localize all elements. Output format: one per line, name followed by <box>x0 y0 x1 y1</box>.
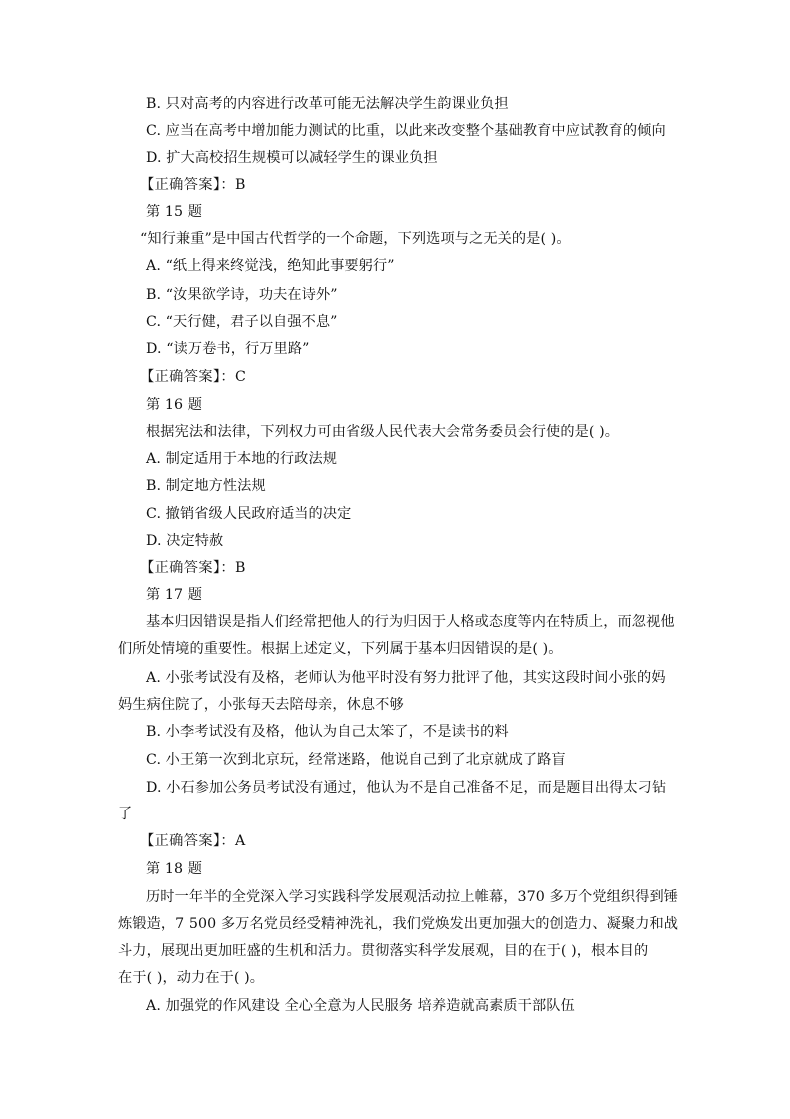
q18-title: 第 18 题 <box>146 861 203 877</box>
q17-option-d-line-1: D. 小石参加公务员考试没有通过，他认为不是自己准备不足，而是题目出得太刁钻 <box>146 780 667 796</box>
q16-option-c: C. 撤销省级人民政府适当的决定 <box>146 506 352 522</box>
q14-answer: 【正确答案】：B <box>140 177 246 193</box>
q14-option-d: D. 扩大高校招生规模可以减轻学生的课业负担 <box>146 150 438 166</box>
q15-stem: “知行兼重”是中国古代哲学的一个命题，下列选项与之无关的是( )。 <box>140 231 571 247</box>
q17-option-c: C. 小王第一次到北京玩，经常迷路，他说自己到了北京就成了路盲 <box>146 752 566 768</box>
q15-answer: 【正确答案】：C <box>140 369 247 385</box>
q16-title: 第 16 题 <box>146 397 203 413</box>
q18-stem-line-4: 在于( )，动力在于( )。 <box>118 970 265 986</box>
q17-option-d-line-2: 了 <box>118 806 133 822</box>
q17-stem-line-2: 们所处情境的重要性。根据上述定义，下列属于基本归因错误的是( )。 <box>118 641 563 657</box>
q17-stem-line-1: 基本归因错误是指人们经常把他人的行为归因于人格或态度等内在特质上，而忽视他 <box>146 614 675 630</box>
q16-option-a: A. 制定适用于本地的行政法规 <box>146 451 338 467</box>
q16-option-b: B. 制定地方性法规 <box>146 478 266 494</box>
q15-option-c: C. “天行健，君子以自强不息” <box>146 314 338 330</box>
q15-option-b: B. “汝果欲学诗，功夫在诗外” <box>146 287 338 303</box>
q17-title: 第 17 题 <box>146 587 203 603</box>
q18-stem-line-1: 历时一年半的全党深入学习实践科学发展观活动拉上帷幕，370 多万个党组织得到锤 <box>146 889 679 905</box>
q17-answer: 【正确答案】：A <box>140 833 246 849</box>
q16-stem: 根据宪法和法律，下列权力可由省级人民代表大会常务委员会行使的是( )。 <box>146 424 620 440</box>
q14-option-c: C. 应当在高考中增加能力测试的比重，以此来改变整个基础教育中应试教育的倾向 <box>146 123 666 139</box>
q18-stem-line-3: 斗力，展现出更加旺盛的生机和活力。贯彻落实科学发展观，目的在于( )，根本目的 <box>118 943 649 959</box>
q16-answer: 【正确答案】：B <box>140 560 246 576</box>
q15-option-a: A. “纸上得来终觉浅，绝知此事要躬行” <box>146 258 395 274</box>
q17-option-b: B. 小李考试没有及格，他认为自己太笨了，不是读书的料 <box>146 724 509 740</box>
q14-option-b: B. 只对高考的内容进行改革可能无法解决学生韵课业负担 <box>146 96 509 112</box>
q15-title: 第 15 题 <box>146 204 203 220</box>
q15-option-d: D. “读万卷书，行万里路” <box>146 341 310 357</box>
q17-option-a-line-1: A. 小张考试没有及格，老师认为他平时没有努力批评了他，其实这段时间小张的妈 <box>146 670 666 686</box>
q16-option-d: D. 决定特赦 <box>146 533 224 549</box>
q17-option-a-line-2: 妈生病住院了，小张每天去陪母亲，休息不够 <box>118 697 404 713</box>
q18-stem-line-2: 炼锻造，7 500 多万名党员经受精神洗礼，我们党焕发出更加强大的创造力、凝聚力和战 <box>118 916 679 932</box>
q18-option-a: A. 加强党的作风建设 全心全意为人民服务 培养造就高素质干部队伍 <box>146 998 575 1014</box>
